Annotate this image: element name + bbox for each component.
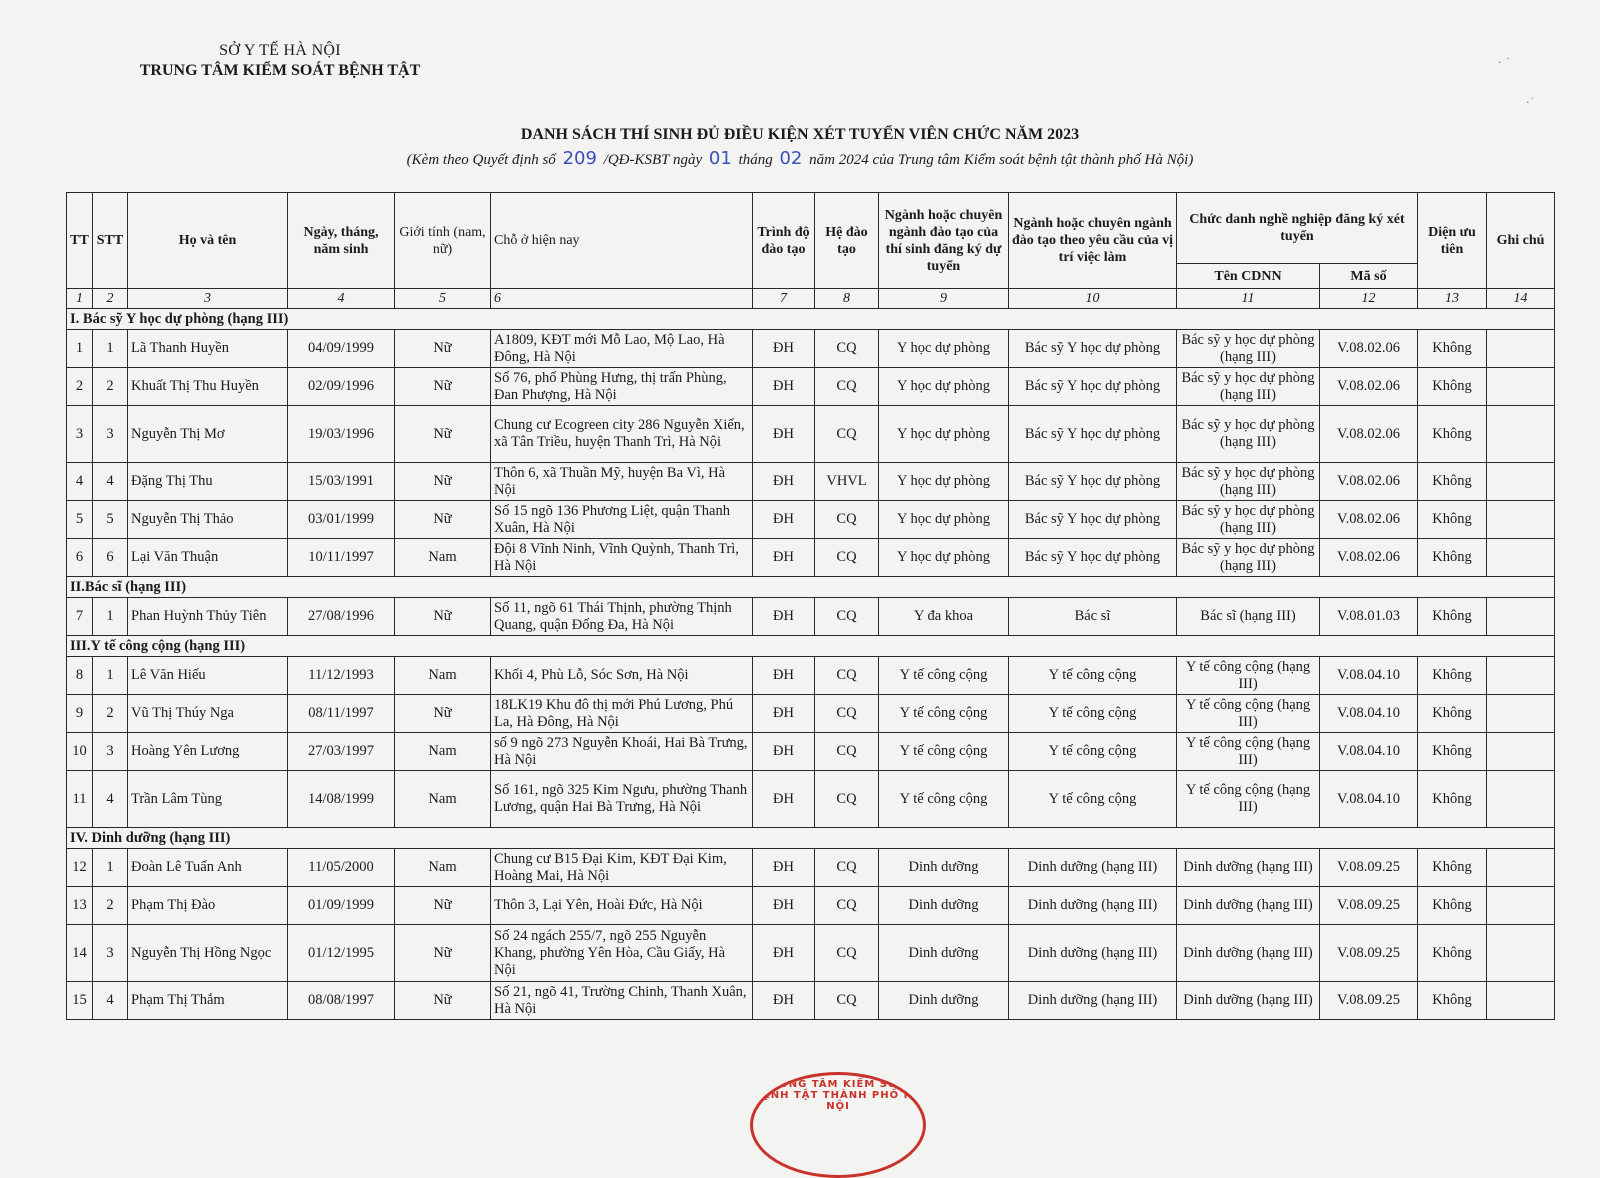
cell-position-name: Dinh dưỡng (hạng III) [1177,887,1320,925]
cell-position-name: Bác sỹ y học dự phòng (hạng III) [1177,406,1320,463]
cell-mode: CQ [815,695,879,733]
cell-name: Lê Văn Hiếu [128,657,288,695]
cell-major: Dinh dưỡng [879,925,1009,982]
cell-tt: 7 [67,598,93,636]
cell-gender: Nam [395,539,491,577]
cell-major: Y học dự phòng [879,539,1009,577]
cell-major: Y học dự phòng [879,368,1009,406]
col-header-priority: Diện ưu tiên [1418,193,1487,289]
cell-dob: 11/12/1993 [288,657,395,695]
organization-header [120,42,440,80]
col-header-level: Trình độ đào tạo [753,193,815,289]
section-title: III.Y tế công cộng (hạng III) [67,636,1555,657]
section-row [67,828,1555,849]
cell-stt: 1 [93,598,128,636]
cell-required-major: Y tế công cộng [1009,657,1177,695]
cell-level: ĐH [753,598,815,636]
decision-day: 01 [708,148,732,169]
cell-note [1487,330,1555,368]
cell-dob: 08/11/1997 [288,695,395,733]
cell-dob: 01/09/1999 [288,887,395,925]
section-title: II.Bác sĩ (hạng III) [67,577,1555,598]
official-seal [750,1072,926,1178]
cell-dob: 03/01/1999 [288,501,395,539]
cell-name: Khuất Thị Thu Huyền [128,368,288,406]
cell-dob: 27/08/1996 [288,598,395,636]
cell-stt: 3 [93,925,128,982]
cell-major: Dinh dưỡng [879,849,1009,887]
cell-position-name: Bác sỹ y học dự phòng (hạng III) [1177,539,1320,577]
table-row [67,330,1555,368]
cell-required-major: Bác sỹ Y học dự phòng [1009,406,1177,463]
cell-required-major: Y tế công cộng [1009,771,1177,828]
cell-position-code: V.08.02.06 [1320,406,1418,463]
cell-address: số 9 ngõ 273 Nguyễn Khoái, Hai Bà Trưng, Hà Nội [491,733,753,771]
cell-position-code: V.08.09.25 [1320,849,1418,887]
cell-level: ĐH [753,695,815,733]
candidate-table-body [67,289,1555,1020]
cell-address: Chung cư Ecogreen city 286 Nguyễn Xiển, xã Tân Triều, huyện Thanh Trì, Hà Nội [491,406,753,463]
cell-name: Hoàng Yên Lương [128,733,288,771]
cell-level: ĐH [753,733,815,771]
cell-level: ĐH [753,849,815,887]
cell-priority: Không [1418,695,1487,733]
column-number: 4 [288,289,395,309]
cell-tt: 3 [67,406,93,463]
table-row [67,771,1555,828]
cell-position-name: Bác sỹ y học dự phòng (hạng III) [1177,368,1320,406]
cell-note [1487,657,1555,695]
cell-stt: 1 [93,330,128,368]
cell-major: Y tế công cộng [879,733,1009,771]
cell-priority: Không [1418,771,1487,828]
cell-level: ĐH [753,887,815,925]
cell-gender: Nam [395,733,491,771]
cell-tt: 5 [67,501,93,539]
cell-position-name: Dinh dưỡng (hạng III) [1177,849,1320,887]
cell-required-major: Bác sỹ Y học dự phòng [1009,501,1177,539]
section-title: IV. Dinh dưỡng (hạng III) [67,828,1555,849]
cell-required-major: Bác sỹ Y học dự phòng [1009,539,1177,577]
cell-priority: Không [1418,657,1487,695]
cell-tt: 4 [67,463,93,501]
cell-note [1487,501,1555,539]
table-row [67,368,1555,406]
col-header-required-major: Ngành hoặc chuyên ngành đào tạo theo yêu cầu của vị trí việc làm [1009,193,1177,289]
cell-address: 18LK19 Khu đô thị mới Phú Lương, Phú La, Hà Đông, Hà Nội [491,695,753,733]
cell-gender: Nữ [395,330,491,368]
cell-tt: 10 [67,733,93,771]
cell-position-name: Bác sỹ y học dự phòng (hạng III) [1177,501,1320,539]
cell-position-name: Y tế công cộng (hạng III) [1177,771,1320,828]
column-number: 11 [1177,289,1320,309]
section-row [67,636,1555,657]
cell-position-code: V.08.09.25 [1320,982,1418,1020]
cell-priority: Không [1418,330,1487,368]
cell-position-name: Y tế công cộng (hạng III) [1177,657,1320,695]
col-header-position-group: Chức danh nghề nghiệp đăng ký xét tuyển [1177,193,1418,264]
column-number-row [67,289,1555,309]
table-row [67,463,1555,501]
cell-required-major: Bác sỹ Y học dự phòng [1009,330,1177,368]
cell-major: Y tế công cộng [879,695,1009,733]
cell-major: Y học dự phòng [879,330,1009,368]
column-number: 7 [753,289,815,309]
cell-dob: 10/11/1997 [288,539,395,577]
table-row [67,695,1555,733]
column-number: 1 [67,289,93,309]
cell-dob: 19/03/1996 [288,406,395,463]
column-number: 8 [815,289,879,309]
cell-address: Khối 4, Phù Lỗ, Sóc Sơn, Hà Nội [491,657,753,695]
cell-stt: 2 [93,695,128,733]
cell-name: Đoàn Lê Tuấn Anh [128,849,288,887]
cell-stt: 1 [93,849,128,887]
column-number: 12 [1320,289,1418,309]
cell-required-major: Bác sỹ Y học dự phòng [1009,463,1177,501]
cell-address: Số 21, ngõ 41, Trường Chinh, Thanh Xuân, Hà Nội [491,982,753,1020]
col-header-address: Chỗ ở hiện nay [491,193,753,289]
column-number: 3 [128,289,288,309]
cell-note [1487,598,1555,636]
cell-gender: Nữ [395,598,491,636]
subtitle-part: năm 2024 của Trung tâm Kiểm soát bệnh tật thành phố Hà Nội) [809,152,1194,168]
center-name: TRUNG TÂM KIỂM SOÁT BỆNH TẬT [139,62,421,79]
table-row [67,925,1555,982]
cell-required-major: Dinh dưỡng (hạng III) [1009,887,1177,925]
cell-priority: Không [1418,733,1487,771]
col-header-name: Họ và tên [128,193,288,289]
cell-mode: CQ [815,598,879,636]
cell-position-code: V.08.04.10 [1320,733,1418,771]
cell-position-code: V.08.09.25 [1320,925,1418,982]
cell-position-code: V.08.04.10 [1320,695,1418,733]
cell-required-major: Dinh dưỡng (hạng III) [1009,982,1177,1020]
cell-major: Y tế công cộng [879,771,1009,828]
cell-priority: Không [1418,598,1487,636]
cell-priority: Không [1418,849,1487,887]
cell-address: Đội 8 Vĩnh Ninh, Vĩnh Quỳnh, Thanh Trì, Hà Nội [491,539,753,577]
subtitle-part: (Kèm theo Quyết định số [406,152,556,168]
cell-priority: Không [1418,887,1487,925]
cell-stt: 2 [93,887,128,925]
cell-gender: Nữ [395,406,491,463]
cell-level: ĐH [753,982,815,1020]
table-row [67,501,1555,539]
cell-note [1487,887,1555,925]
cell-required-major: Bác sĩ [1009,598,1177,636]
column-number: 6 [491,289,753,309]
table-row [67,887,1555,925]
cell-name: Phan Huỳnh Thủy Tiên [128,598,288,636]
cell-level: ĐH [753,501,815,539]
cell-level: ĐH [753,771,815,828]
cell-major: Dinh dưỡng [879,982,1009,1020]
cell-stt: 3 [93,406,128,463]
cell-dob: 15/03/1991 [288,463,395,501]
cell-required-major: Y tế công cộng [1009,733,1177,771]
cell-name: Nguyễn Thị Mơ [128,406,288,463]
col-header-stt: STT [93,193,128,289]
cell-position-code: V.08.02.06 [1320,501,1418,539]
cell-mode: CQ [815,539,879,577]
cell-major: Y học dự phòng [879,463,1009,501]
table-row [67,982,1555,1020]
seal-text: TRUNG TÂM KIỂM SOÁT BỆNH TẬT THÀNH PHỐ HÀ NỘI [754,1079,922,1112]
cell-tt: 14 [67,925,93,982]
cell-level: ĐH [753,406,815,463]
section-title: I. Bác sỹ Y học dự phòng (hạng III) [67,309,1555,330]
section-row [67,577,1555,598]
cell-level: ĐH [753,657,815,695]
cell-priority: Không [1418,368,1487,406]
cell-address: Thôn 3, Lại Yên, Hoài Đức, Hà Nội [491,887,753,925]
cell-gender: Nữ [395,887,491,925]
cell-level: ĐH [753,368,815,406]
table-row [67,539,1555,577]
cell-dob: 01/12/1995 [288,925,395,982]
subtitle-part: /QĐ-KSBT ngày [603,152,703,168]
scan-speck: · ˙ [1498,56,1511,69]
cell-note [1487,368,1555,406]
cell-required-major: Dinh dưỡng (hạng III) [1009,849,1177,887]
cell-major: Dinh dưỡng [879,887,1009,925]
column-number: 14 [1487,289,1555,309]
cell-priority: Không [1418,539,1487,577]
cell-priority: Không [1418,501,1487,539]
col-header-position-name: Tên CDNN [1177,264,1320,289]
cell-note [1487,771,1555,828]
cell-level: ĐH [753,463,815,501]
cell-gender: Nữ [395,501,491,539]
cell-note [1487,849,1555,887]
cell-priority: Không [1418,925,1487,982]
cell-name: Nguyễn Thị Hồng Ngọc [128,925,288,982]
cell-note [1487,982,1555,1020]
cell-stt: 2 [93,368,128,406]
section-row [67,309,1555,330]
decision-month: 02 [779,148,803,169]
cell-name: Đặng Thị Thu [128,463,288,501]
cell-name: Phạm Thị Đào [128,887,288,925]
cell-tt: 6 [67,539,93,577]
column-number: 9 [879,289,1009,309]
cell-gender: Nam [395,657,491,695]
cell-address: Số 161, ngõ 325 Kim Ngưu, phường Thanh Lương, quận Hai Bà Trưng, Hà Nội [491,771,753,828]
table-row [67,733,1555,771]
cell-address: Số 11, ngõ 61 Thái Thịnh, phường Thịnh Quang, quận Đống Đa, Hà Nội [491,598,753,636]
cell-address: A1809, KĐT mới Mỗ Lao, Mộ Lao, Hà Đông, Hà Nội [491,330,753,368]
cell-position-name: Y tế công cộng (hạng III) [1177,733,1320,771]
cell-address: Số 15 ngõ 136 Phương Liệt, quận Thanh Xuân, Hà Nội [491,501,753,539]
cell-stt: 3 [93,733,128,771]
cell-mode: CQ [815,330,879,368]
cell-dob: 08/08/1997 [288,982,395,1020]
cell-major: Y học dự phòng [879,501,1009,539]
cell-required-major: Bác sỹ Y học dự phòng [1009,368,1177,406]
cell-mode: CQ [815,925,879,982]
document-title: DANH SÁCH THÍ SINH ĐỦ ĐIỀU KIỆN XÉT TUYỂN VIÊN CHỨC NĂM 2023 [520,126,1080,143]
cell-position-code: V.08.02.06 [1320,463,1418,501]
cell-note [1487,539,1555,577]
table-row [67,849,1555,887]
cell-note [1487,925,1555,982]
cell-name: Nguyễn Thị Thảo [128,501,288,539]
cell-stt: 5 [93,501,128,539]
cell-gender: Nữ [395,982,491,1020]
cell-name: Trần Lâm Tùng [128,771,288,828]
cell-mode: CQ [815,406,879,463]
cell-name: Lã Thanh Huyền [128,330,288,368]
cell-tt: 9 [67,695,93,733]
cell-position-code: V.08.04.10 [1320,657,1418,695]
cell-tt: 13 [67,887,93,925]
column-number: 2 [93,289,128,309]
cell-position-name: Bác sĩ (hạng III) [1177,598,1320,636]
cell-position-code: V.08.01.03 [1320,598,1418,636]
candidate-table [66,192,1555,1020]
col-header-mode: Hệ đào tạo [815,193,879,289]
cell-note [1487,406,1555,463]
cell-tt: 11 [67,771,93,828]
cell-mode: CQ [815,657,879,695]
cell-gender: Nữ [395,368,491,406]
cell-tt: 1 [67,330,93,368]
cell-gender: Nữ [395,695,491,733]
cell-mode: CQ [815,887,879,925]
cell-mode: CQ [815,733,879,771]
col-header-gender: Giới tính (nam, nữ) [395,193,491,289]
cell-major: Y tế công cộng [879,657,1009,695]
cell-position-code: V.08.02.06 [1320,330,1418,368]
document-subtitle [0,148,1600,169]
cell-dob: 04/09/1999 [288,330,395,368]
col-header-tt: TT [67,193,93,289]
cell-name: Lại Văn Thuận [128,539,288,577]
col-header-major: Ngành hoặc chuyên ngành đào tạo của thí sinh đăng ký dự tuyển [879,193,1009,289]
column-number: 5 [395,289,491,309]
col-header-position-code: Mã số [1320,264,1418,289]
cell-position-name: Dinh dưỡng (hạng III) [1177,982,1320,1020]
cell-priority: Không [1418,463,1487,501]
subtitle-part: tháng [738,152,773,168]
cell-dob: 11/05/2000 [288,849,395,887]
cell-note [1487,463,1555,501]
cell-position-code: V.08.02.06 [1320,368,1418,406]
cell-stt: 6 [93,539,128,577]
decision-number: 209 [562,148,597,169]
cell-mode: CQ [815,368,879,406]
cell-tt: 15 [67,982,93,1020]
cell-gender: Nữ [395,463,491,501]
cell-dob: 27/03/1997 [288,733,395,771]
cell-gender: Nam [395,849,491,887]
column-number: 13 [1418,289,1487,309]
cell-mode: CQ [815,849,879,887]
cell-required-major: Dinh dưỡng (hạng III) [1009,925,1177,982]
cell-position-name: Bác sỹ y học dự phòng (hạng III) [1177,330,1320,368]
table-row [67,598,1555,636]
cell-name: Vũ Thị Thúy Nga [128,695,288,733]
cell-stt: 4 [93,771,128,828]
table-row [67,657,1555,695]
cell-level: ĐH [753,330,815,368]
cell-mode: VHVL [815,463,879,501]
cell-position-name: Bác sỹ y học dự phòng (hạng III) [1177,463,1320,501]
cell-stt: 1 [93,657,128,695]
scan-speck: ·˙ [1526,96,1535,109]
cell-position-name: Dinh dưỡng (hạng III) [1177,925,1320,982]
cell-dob: 14/08/1999 [288,771,395,828]
cell-address: Số 24 ngách 255/7, ngõ 255 Nguyễn Khang, phường Yên Hòa, Cầu Giấy, Hà Nội [491,925,753,982]
cell-note [1487,695,1555,733]
table-row [67,406,1555,463]
cell-level: ĐH [753,925,815,982]
cell-position-name: Y tế công cộng (hạng III) [1177,695,1320,733]
cell-address: Số 76, phố Phùng Hưng, thị trấn Phùng, Đan Phượng, Hà Nội [491,368,753,406]
cell-level: ĐH [753,539,815,577]
cell-dob: 02/09/1996 [288,368,395,406]
cell-major: Y đa khoa [879,598,1009,636]
col-header-dob: Ngày, tháng, năm sinh [288,193,395,289]
cell-mode: CQ [815,501,879,539]
cell-priority: Không [1418,982,1487,1020]
cell-stt: 4 [93,463,128,501]
document-title-block [0,126,1600,169]
cell-position-code: V.08.02.06 [1320,539,1418,577]
col-header-note: Ghi chú [1487,193,1555,289]
cell-position-code: V.08.04.10 [1320,771,1418,828]
cell-major: Y học dự phòng [879,406,1009,463]
cell-position-code: V.08.09.25 [1320,887,1418,925]
cell-tt: 12 [67,849,93,887]
cell-name: Phạm Thị Thắm [128,982,288,1020]
cell-tt: 8 [67,657,93,695]
department-name: SỞ Y TẾ HÀ NỘI [219,42,341,59]
cell-gender: Nữ [395,925,491,982]
column-number: 10 [1009,289,1177,309]
cell-address: Chung cư B15 Đại Kim, KĐT Đại Kim, Hoàng Mai, Hà Nội [491,849,753,887]
cell-tt: 2 [67,368,93,406]
cell-priority: Không [1418,406,1487,463]
cell-mode: CQ [815,982,879,1020]
cell-note [1487,733,1555,771]
cell-gender: Nam [395,771,491,828]
cell-address: Thôn 6, xã Thuần Mỹ, huyện Ba Vì, Hà Nội [491,463,753,501]
cell-required-major: Y tế công cộng [1009,695,1177,733]
cell-stt: 4 [93,982,128,1020]
cell-mode: CQ [815,771,879,828]
